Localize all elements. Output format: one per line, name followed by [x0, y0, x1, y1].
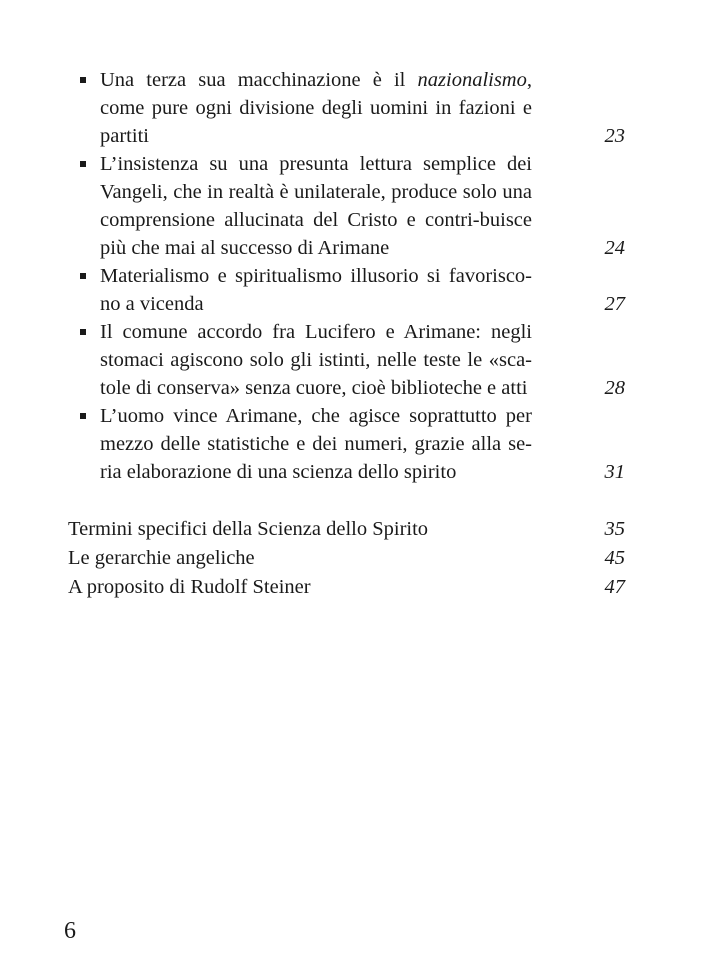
toc-bullet-page: 31 [604, 461, 625, 483]
toc-entry-title: A proposito di Rudolf Steiner [68, 576, 311, 598]
toc-bullet-text [100, 66, 532, 150]
toc-bullet-text: Il comune accordo fra Lucifero e Arimane: negli stomaci agiscono solo gli istinti, nelle teste le «sca-tole di conserva» senza cuore, cioè biblioteche e atti [100, 321, 532, 399]
toc-entry-title: Termini specifici della Scienza dello Spirito [68, 518, 429, 540]
toc-bullet-entry [80, 318, 625, 402]
square-bullet-icon [80, 77, 86, 83]
toc-bullet-page: 28 [604, 377, 625, 399]
toc-bullet-entry [80, 262, 625, 318]
toc-main-list [68, 515, 625, 602]
toc-entry-title: Le gerarchie angeliche [68, 547, 255, 569]
toc-entry [68, 544, 625, 573]
toc-bullet-text: L’uomo vince Arimane, che agisce soprattutto per mezzo delle statistiche e dei numeri, grazie alla se-ria elaborazione di una scienza dello spirito [100, 405, 532, 483]
toc-bullet-emphasis: nazionalismo [417, 69, 527, 91]
toc-bullet-entry [80, 150, 625, 262]
toc-entry-page: 35 [604, 518, 625, 540]
toc-bullet-page: 24 [604, 237, 625, 259]
square-bullet-icon [80, 329, 86, 335]
toc-bullet-entry [80, 66, 625, 150]
square-bullet-icon [80, 413, 86, 419]
toc-entry [68, 573, 625, 602]
toc-bullet-entry [80, 402, 625, 486]
toc-entry [68, 515, 625, 544]
toc-bullet-page: 23 [604, 125, 625, 147]
toc-subsection-list [80, 66, 625, 486]
page-number: 6 [64, 918, 76, 944]
toc-bullet-text-part: , come pure ogni divisione degli uomini in fazioni e partiti [100, 69, 532, 147]
toc-entry-page: 47 [604, 576, 625, 598]
toc-bullet-text-part: Una terza sua macchinazione è il [100, 69, 418, 91]
toc-bullet-page: 27 [604, 293, 625, 315]
toc-bullet-text: Materialismo e spiritualismo illusorio si favorisco-no a vicenda [100, 265, 532, 315]
square-bullet-icon [80, 161, 86, 167]
toc-bullet-text: L’insistenza su una presunta lettura semplice dei Vangeli, che in realtà è unilaterale, produce solo una comprensione allucinata del Cristo e contri-buisce più che mai al successo di Arimane [100, 153, 532, 259]
square-bullet-icon [80, 273, 86, 279]
toc-entry-page: 45 [604, 547, 625, 569]
